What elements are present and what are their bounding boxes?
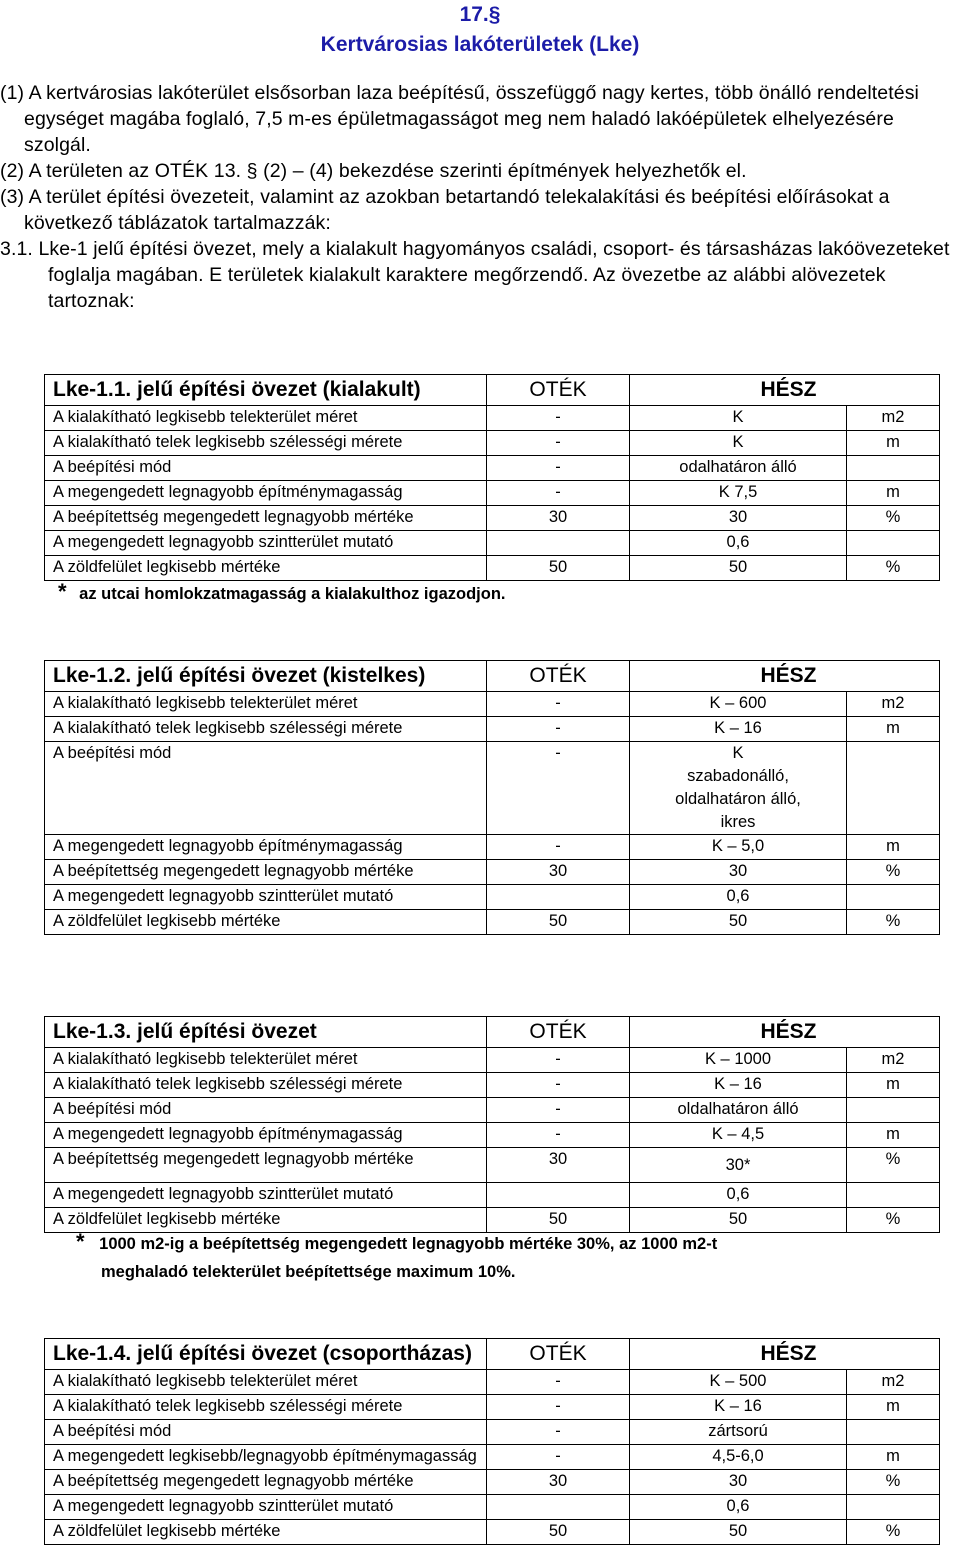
unit: m	[847, 717, 940, 742]
hesz-value: 50	[630, 1520, 847, 1545]
table-row	[45, 1445, 940, 1470]
otek-value: -	[487, 456, 630, 481]
unit	[847, 456, 940, 481]
otek-value: -	[487, 1123, 630, 1148]
unit: %	[847, 506, 940, 531]
table-footnote	[76, 1230, 916, 1284]
hesz-value: 30	[630, 860, 847, 885]
paragraph-2: (2) A területen az OTÉK 13. § (2) – (4) bekezdése szerinti építmények helyezhetők el.	[0, 160, 747, 182]
hesz-value: 50	[630, 556, 847, 581]
hesz-value: K 7,5	[630, 481, 847, 506]
unit: m	[847, 1123, 940, 1148]
otek-value: 50	[487, 910, 630, 935]
section-number: 17.§	[459, 3, 501, 26]
row-label: A megengedett legkisebb/legnagyobb építménymagasság	[45, 1445, 487, 1470]
hesz-value: oldalhatáron álló	[630, 1098, 847, 1123]
otek-value: 50	[487, 1520, 630, 1545]
table-row	[45, 910, 940, 935]
unit: m	[847, 1445, 940, 1470]
unit: m2	[847, 1048, 940, 1073]
table-header-row	[45, 1017, 940, 1048]
unit: m	[847, 431, 940, 456]
unit	[847, 742, 940, 835]
unit: %	[847, 1520, 940, 1545]
hesz-value: K – 16	[630, 1395, 847, 1420]
footnote-text: az utcai homlokzatmagasság a kialakulthoz igazodjon.	[79, 585, 506, 603]
unit: %	[847, 1470, 940, 1495]
table-footnote	[58, 580, 506, 606]
hesz-value: K	[630, 406, 847, 431]
table-row	[45, 1098, 940, 1123]
otek-value: 50	[487, 1208, 630, 1233]
paragraph-1: (1) A kertvárosias lakóterület elsősorban laza beépítésű, összefüggő nagy kertes, több önálló rendeltetési egységet magába foglaló, 7,5 m-es épületmagasságot meg nem haladó lakóépületek elhelyezésére szolgál.	[0, 82, 919, 156]
zone-table-lke-1-3	[44, 1016, 940, 1233]
row-label: A kialakítható telek legkisebb szélességi mérete	[45, 717, 487, 742]
unit: m2	[847, 692, 940, 717]
hesz-value: 0,6	[630, 531, 847, 556]
hesz-value: K – 1000	[630, 1048, 847, 1073]
table-row	[45, 1395, 940, 1420]
unit: m	[847, 481, 940, 506]
table-row	[45, 717, 940, 742]
table-row	[45, 1123, 940, 1148]
table-row	[45, 556, 940, 581]
table-title: Lke-1.4. jelű építési övezet (csoportházas)	[45, 1339, 487, 1370]
table-row	[45, 1073, 940, 1098]
hesz-column-header: HÉSZ	[630, 661, 940, 692]
footnote-star: *	[76, 1229, 85, 1254]
hesz-column-header: HÉSZ	[630, 375, 940, 406]
table-row	[45, 742, 940, 835]
otek-value: -	[487, 742, 630, 835]
row-label: A beépítési mód	[45, 456, 487, 481]
otek-value	[487, 531, 630, 556]
table-row	[45, 1208, 940, 1233]
otek-value: -	[487, 1073, 630, 1098]
hesz-value: 30	[630, 1470, 847, 1495]
row-label: A zöldfelület legkisebb mértéke	[45, 910, 487, 935]
hesz-value: K – 500	[630, 1370, 847, 1395]
hesz-value: 30	[630, 506, 847, 531]
otek-value	[487, 885, 630, 910]
hesz-value-line: oldalhatáron álló,	[675, 790, 801, 808]
row-label: A beépítettség megengedett legnagyobb mértéke	[45, 1470, 487, 1495]
table-row	[45, 431, 940, 456]
table-header-row	[45, 661, 940, 692]
row-label: A megengedett legnagyobb szintterület mutató	[45, 1183, 487, 1208]
unit	[847, 1098, 940, 1123]
table-row	[45, 1183, 940, 1208]
unit: m	[847, 835, 940, 860]
otek-value: 50	[487, 556, 630, 581]
table-row	[45, 481, 940, 506]
row-label: A beépítettség megengedett legnagyobb mértéke	[45, 860, 487, 885]
table-row	[45, 1048, 940, 1073]
unit: %	[847, 1208, 940, 1233]
unit: m2	[847, 1370, 940, 1395]
table-row	[45, 506, 940, 531]
otek-value: -	[487, 717, 630, 742]
hesz-value: K – 5,0	[630, 835, 847, 860]
otek-value: -	[487, 431, 630, 456]
otek-value: -	[487, 481, 630, 506]
otek-value: -	[487, 1420, 630, 1445]
table-row	[45, 835, 940, 860]
hesz-value-line: K	[732, 744, 744, 762]
table-row	[45, 1470, 940, 1495]
intro-paragraphs	[0, 80, 960, 314]
otek-value: -	[487, 1395, 630, 1420]
hesz-column-header: HÉSZ	[630, 1017, 940, 1048]
zone-table-lke-1-1	[44, 374, 940, 581]
hesz-value: 50	[630, 910, 847, 935]
table-header-row	[45, 375, 940, 406]
hesz-value	[630, 742, 847, 835]
table-row	[45, 531, 940, 556]
row-label: A megengedett legnagyobb szintterület mutató	[45, 531, 487, 556]
table-row	[45, 692, 940, 717]
row-label: A megengedett legnagyobb építménymagasság	[45, 835, 487, 860]
unit	[847, 531, 940, 556]
otek-value	[487, 1183, 630, 1208]
hesz-value: 0,6	[630, 885, 847, 910]
row-label: A beépítési mód	[45, 1098, 487, 1123]
row-label: A zöldfelület legkisebb mértéke	[45, 1520, 487, 1545]
table-row	[45, 1148, 940, 1183]
unit: %	[847, 1148, 940, 1183]
paragraph-3: (3) A terület építési övezeteit, valamint az azokban betartandó telekalakítási és beépítési előírásokat a következő táblázatok tartalmazzák:	[0, 186, 890, 234]
otek-column-header: OTÉK	[487, 661, 630, 692]
table-row	[45, 406, 940, 431]
footnote-line-1: 1000 m2-ig a beépítettség megengedett legnagyobb mértéke 30%, az 1000 m2-t	[99, 1235, 718, 1253]
otek-value: -	[487, 1370, 630, 1395]
hesz-value: K – 600	[630, 692, 847, 717]
otek-value: -	[487, 835, 630, 860]
hesz-value: 50	[630, 1208, 847, 1233]
row-label: A megengedett legnagyobb szintterület mutató	[45, 1495, 487, 1520]
table-row	[45, 1420, 940, 1445]
otek-column-header: OTÉK	[487, 1339, 630, 1370]
table-row	[45, 1495, 940, 1520]
unit	[847, 1495, 940, 1520]
row-label: A kialakítható legkisebb telekterület méret	[45, 1370, 487, 1395]
hesz-value: zártsorú	[630, 1420, 847, 1445]
row-label: A beépítettség megengedett legnagyobb mértéke	[45, 506, 487, 531]
table-title: Lke-1.3. jelű építési övezet	[45, 1017, 487, 1048]
row-label: A megengedett legnagyobb építménymagasság	[45, 481, 487, 506]
hesz-value: K – 16	[630, 717, 847, 742]
hesz-value: 4,5-6,0	[630, 1445, 847, 1470]
table-title: Lke-1.1. jelű építési övezet (kialakult)	[45, 375, 487, 406]
table-title: Lke-1.2. jelű építési övezet (kistelkes)	[45, 661, 487, 692]
hesz-column-header: HÉSZ	[630, 1339, 940, 1370]
unit	[847, 1420, 940, 1445]
footnote-star: *	[58, 579, 67, 604]
section-title: Kertvárosias lakóterületek (Lke)	[320, 33, 640, 56]
otek-value: -	[487, 1098, 630, 1123]
section-heading	[0, 0, 960, 58]
unit	[847, 1183, 940, 1208]
otek-value: -	[487, 692, 630, 717]
row-label: A kialakítható telek legkisebb szélességi mérete	[45, 1395, 487, 1420]
otek-value	[487, 1495, 630, 1520]
zone-table-lke-1-4	[44, 1338, 940, 1545]
zone-table-lke-1-2	[44, 660, 940, 935]
row-label: A kialakítható telek legkisebb szélességi mérete	[45, 1073, 487, 1098]
hesz-value: odalhatáron álló	[630, 456, 847, 481]
row-label: A kialakítható telek legkisebb szélességi mérete	[45, 431, 487, 456]
otek-value: 30	[487, 860, 630, 885]
otek-column-header: OTÉK	[487, 375, 630, 406]
table-row	[45, 1520, 940, 1545]
hesz-value-line: szabadonálló,	[687, 767, 789, 785]
table-row	[45, 456, 940, 481]
table-row	[45, 885, 940, 910]
otek-value: 30	[487, 1148, 630, 1183]
row-label: A zöldfelület legkisebb mértéke	[45, 1208, 487, 1233]
row-label: A kialakítható legkisebb telekterület méret	[45, 692, 487, 717]
hesz-value: K	[630, 431, 847, 456]
hesz-value: 30*	[630, 1148, 847, 1183]
row-label: A megengedett legnagyobb szintterület mutató	[45, 885, 487, 910]
unit: m	[847, 1073, 940, 1098]
hesz-value-line: ikres	[720, 813, 756, 831]
unit: %	[847, 556, 940, 581]
unit: m2	[847, 406, 940, 431]
row-label: A beépítettség megengedett legnagyobb mértéke	[45, 1148, 487, 1183]
row-label: A zöldfelület legkisebb mértéke	[45, 556, 487, 581]
otek-column-header: OTÉK	[487, 1017, 630, 1048]
otek-value: 30	[487, 506, 630, 531]
hesz-value: K – 16	[630, 1073, 847, 1098]
unit: m	[847, 1395, 940, 1420]
hesz-value: 0,6	[630, 1183, 847, 1208]
row-label: A kialakítható legkisebb telekterület méret	[45, 1048, 487, 1073]
otek-value: 30	[487, 1470, 630, 1495]
row-label: A megengedett legnagyobb építménymagasság	[45, 1123, 487, 1148]
unit	[847, 885, 940, 910]
row-label: A beépítési mód	[45, 742, 487, 835]
table-row	[45, 860, 940, 885]
hesz-value: K – 4,5	[630, 1123, 847, 1148]
paragraph-3-1: 3.1. Lke-1 jelű építési övezet, mely a kialakult hagyományos családi, csoport- és társasházas lakóövezeteket foglalja magában. E területek kialakult karaktere megőrzendő. Az övezetbe az alábbi alövezetek tartoznak:	[0, 238, 950, 312]
otek-value: -	[487, 1445, 630, 1470]
row-label: A kialakítható legkisebb telekterület méret	[45, 406, 487, 431]
footnote-line-2: meghaladó telekterület beépítettsége maximum 10%.	[101, 1263, 516, 1281]
unit: %	[847, 910, 940, 935]
otek-value: -	[487, 1048, 630, 1073]
unit: %	[847, 860, 940, 885]
table-row	[45, 1370, 940, 1395]
hesz-value: 0,6	[630, 1495, 847, 1520]
otek-value: -	[487, 406, 630, 431]
row-label: A beépítési mód	[45, 1420, 487, 1445]
table-header-row	[45, 1339, 940, 1370]
